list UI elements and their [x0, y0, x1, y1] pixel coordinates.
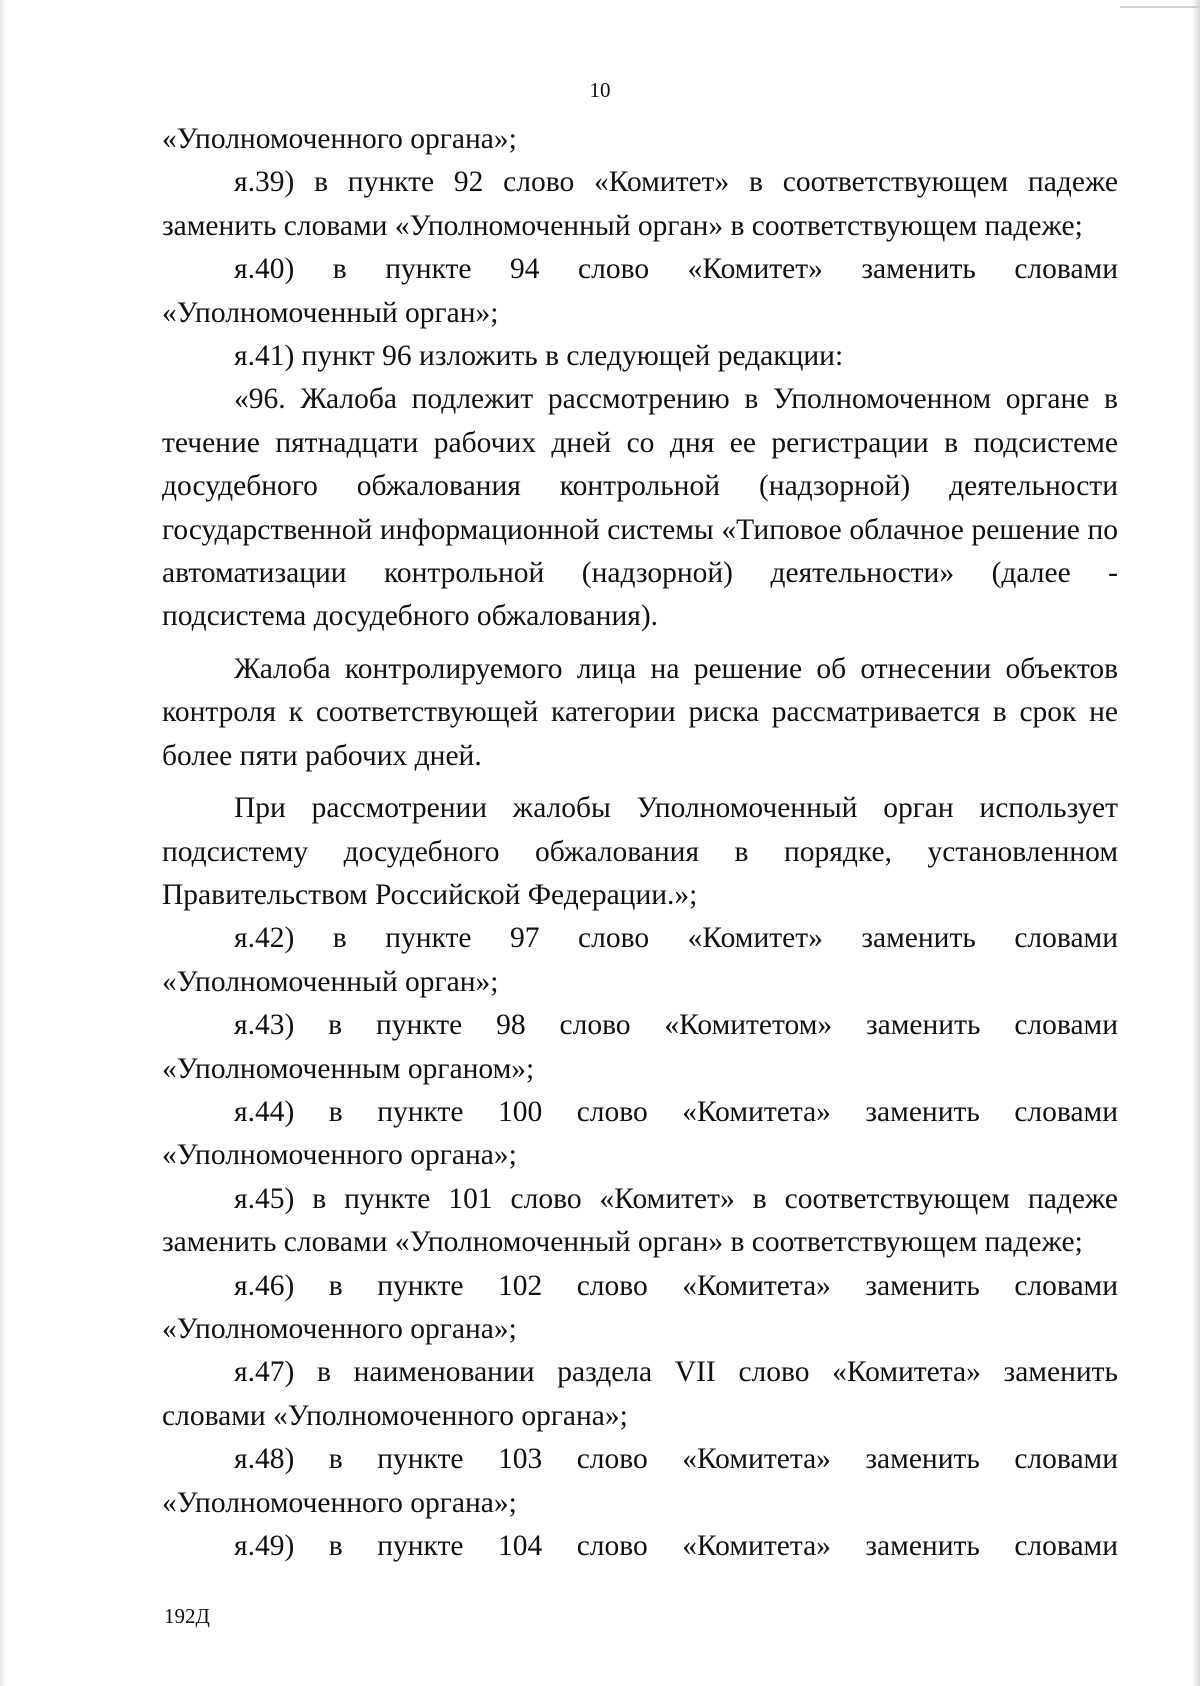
- paragraph: я.42) в пункте 97 слово «Комитет» заменить словами «Уполномоченный орган»;: [162, 922, 1118, 998]
- paragraph: я.39) в пункте 92 слово «Комитет» в соответствующем падеже заменить словами «Уполномоченный орган» в соответствующем падеже;: [162, 166, 1118, 242]
- paragraph: я.47) в наименовании раздела VII слово «Комитета» заменить словами «Уполномоченного органа»;: [162, 1356, 1118, 1432]
- paragraph: я.43) в пункте 98 слово «Комитетом» заменить словами «Уполномоченным органом»;: [162, 1009, 1118, 1085]
- paragraph: я.45) в пункте 101 слово «Комитет» в соответствующем падеже заменить словами «Уполномоченный орган» в соответствующем падеже;: [162, 1182, 1118, 1259]
- paragraph: При рассмотрении жалобы Уполномоченный орган использует подсистему досудебного обжалования в порядке, установленном Правительством Российской Федерации.»;: [162, 792, 1118, 911]
- paragraph: я.49) в пункте 104 слово «Комитета» заменить словами: [234, 1530, 1118, 1562]
- scan-edge-left: [0, 0, 6, 1686]
- paragraph: я.46) в пункте 102 слово «Комитета» заменить словами «Уполномоченного органа»;: [162, 1269, 1118, 1345]
- paragraph: я.40) в пункте 94 слово «Комитет» заменить словами «Уполномоченный орган»;: [162, 253, 1118, 329]
- paragraph: я.41) пункт 96 изложить в следующей редакции:: [234, 340, 844, 373]
- paragraph: Жалоба контролируемого лица на решение об отнесении объектов контроля к соответствующей категории риска рассматривается в срок не более пяти рабочих дней.: [162, 652, 1118, 772]
- scan-edge-right: [1192, 0, 1200, 1686]
- paragraph: я.44) в пункте 100 слово «Комитета» заменить словами «Уполномоченного органа»;: [162, 1095, 1118, 1172]
- paragraph: «Уполномоченного органа»;: [162, 123, 517, 155]
- document-code: 192Д: [164, 1604, 210, 1628]
- paragraph: «96. Жалоба подлежит рассмотрению в Уполномоченном органе в течение пятнадцати рабочих дней со дня ее регистрации в подсистеме досудебного обжалования контрольной (надзорной) деятельности государственной информационной системы «Типовое облачное решение по автоматизации контрольной (надзорной) деятельности» (далее - подсистема досудебного обжалования).: [162, 383, 1118, 633]
- paragraph: я.48) в пункте 103 слово «Комитета» заменить словами «Уполномоченного органа»;: [162, 1443, 1118, 1519]
- page-number: 10: [589, 78, 611, 102]
- document-body: [162, 118, 1118, 1568]
- scan-line-top: [1120, 6, 1200, 8]
